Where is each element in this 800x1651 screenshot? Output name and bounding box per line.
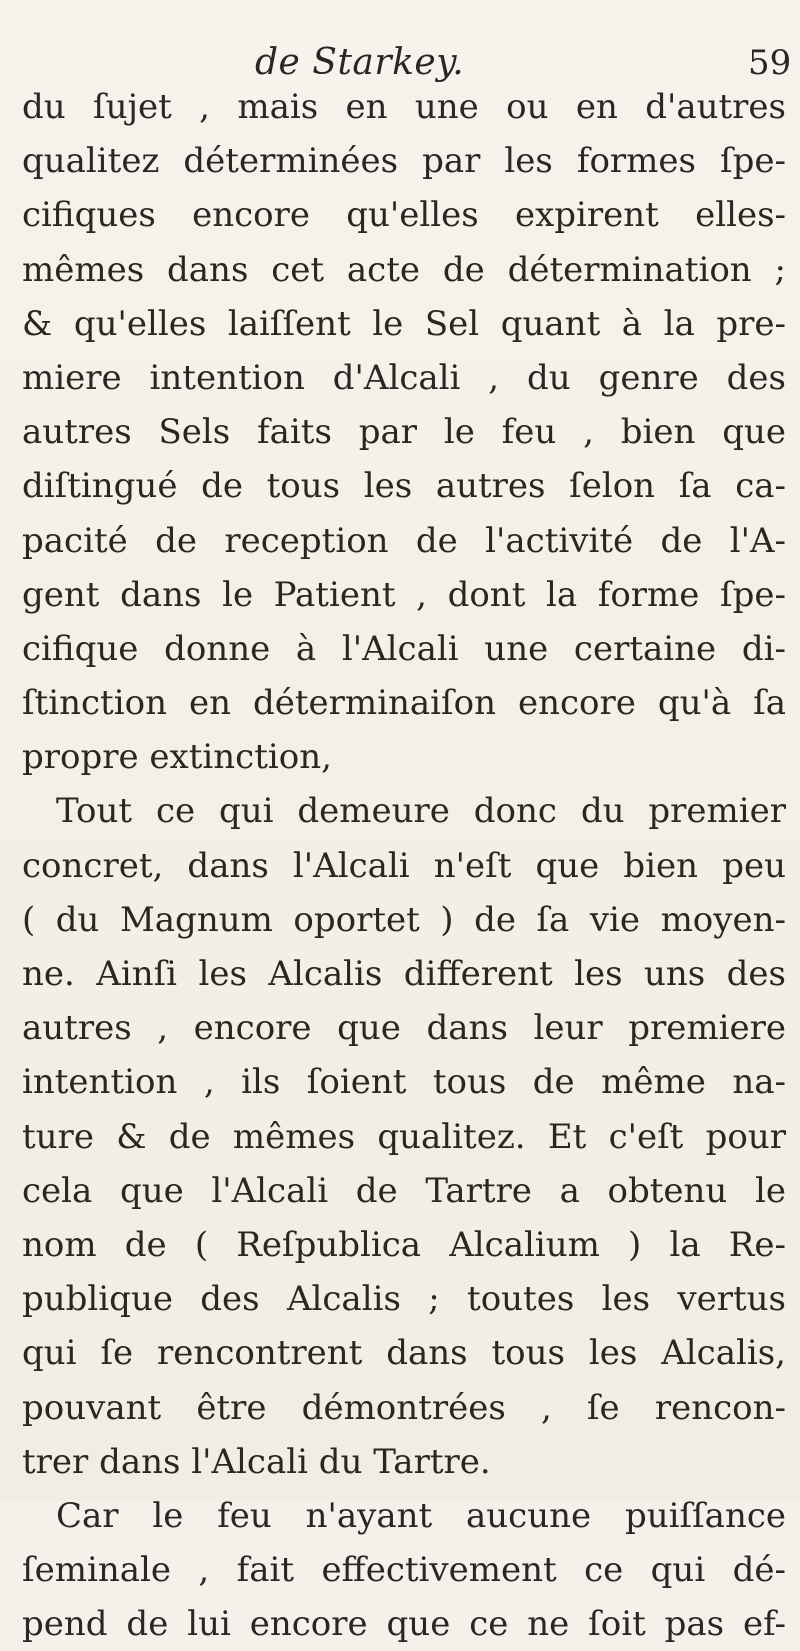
text-line: Tout ce qui demeure donc du premier bbox=[56, 791, 786, 832]
text-line: miere intention d'Alcali , du genre des bbox=[22, 357, 786, 398]
text-line: qui ſe rencontrent dans tous les Alcalis, bbox=[22, 1333, 786, 1374]
text-line: du ſujet , mais en une ou en d'autres bbox=[22, 87, 786, 127]
text-line: mêmes dans cet acte de détermination ; bbox=[22, 249, 786, 290]
text-line: trer dans l'Alcali du Tartre. bbox=[22, 1441, 491, 1482]
text-line: nom de ( Reſpublica Alcalium ) la Re- bbox=[22, 1224, 786, 1265]
text-line: ſeminale , fait effectivement ce qui dé- bbox=[22, 1550, 786, 1591]
text-line: ſtinction en déterminaiſon encore qu'à ſa bbox=[22, 683, 786, 724]
page-number: 59 bbox=[748, 43, 792, 83]
text-line: ne. Ainſi les Alcalis different les uns des bbox=[22, 954, 786, 994]
text-line: publique des Alcalis ; toutes les vertus bbox=[22, 1279, 786, 1320]
text-line: propre extinction, bbox=[22, 737, 332, 778]
running-title: de Starkey. bbox=[255, 42, 465, 83]
text-line: pouvant être démontrées , ſe rencon- bbox=[22, 1387, 786, 1428]
text-line: gent dans le Patient , dont la forme ſpe- bbox=[22, 574, 786, 615]
text-line: diſtingué de tous les autres ſelon ſa ca- bbox=[22, 466, 786, 507]
text-line: intention , ils ſoient tous de même na- bbox=[22, 1062, 786, 1103]
text-line: concret, dans l'Alcali n'eſt que bien peu bbox=[22, 845, 786, 886]
text-line: ture & de mêmes qualitez. Et c'eſt pour bbox=[22, 1116, 786, 1157]
text-line: qualitez déterminées par les formes ſpe- bbox=[22, 141, 786, 182]
body-text bbox=[22, 80, 786, 1651]
text-line: autres Sels faits par le feu , bien que bbox=[22, 412, 786, 453]
text-line: Car le feu n'ayant aucune puiſſance bbox=[56, 1495, 786, 1536]
text-line: autres , encore que dans leur premiere bbox=[22, 1008, 786, 1049]
text-line: cela que l'Alcali de Tartre a obtenu le bbox=[22, 1170, 786, 1211]
text-line: & qu'elles laiſſent le Sel quant à la pre- bbox=[22, 303, 786, 344]
text-line: cifique donne à l'Alcali une certaine di- bbox=[22, 628, 786, 669]
text-line: cifiques encore qu'elles expirent elles- bbox=[22, 195, 786, 236]
text-line: pend de lui encore que ce ne ſoit pas ef- bbox=[22, 1604, 786, 1645]
text-line: pacité de reception de l'activité de l'A- bbox=[22, 520, 786, 561]
text-line: ( du Magnum oportet ) de ſa vie moyen- bbox=[22, 899, 786, 940]
